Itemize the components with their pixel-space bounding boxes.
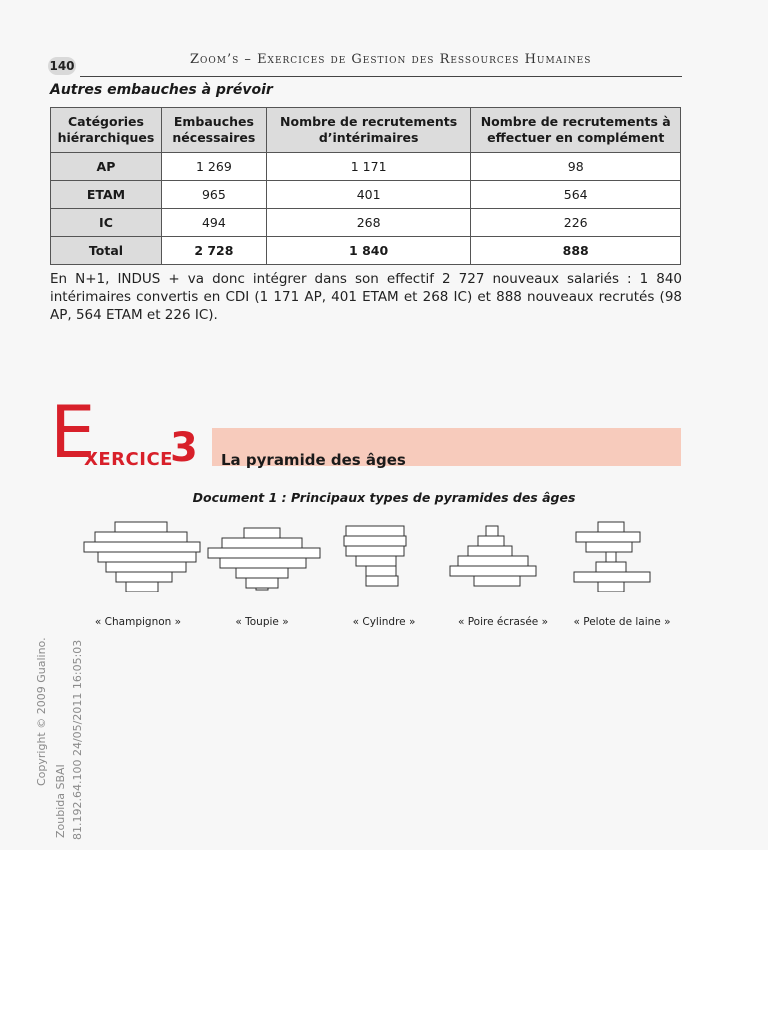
pyramid-label: « Toupie » <box>235 616 289 628</box>
pyramid-label: « Cylindre » <box>352 616 416 628</box>
pyramid-bar <box>598 582 624 592</box>
pyramid-bar <box>366 566 396 576</box>
pyramid-cylindre <box>344 526 406 586</box>
running-title: Zoom’s – Exercices de Gestion des Ressources Humaines <box>190 52 592 67</box>
table-column-header: Nombre de recrutements à effectuer en complément <box>471 108 681 153</box>
table-cell: 268 <box>266 209 471 237</box>
table-row <box>51 181 681 209</box>
pyramid-bar <box>346 526 404 536</box>
pyramid-bar <box>116 572 172 582</box>
pyramid-bar <box>106 562 186 572</box>
table-cell: 1 840 <box>266 237 471 265</box>
document-caption <box>0 490 768 505</box>
recruitment-table <box>50 107 681 265</box>
table-row-label: ETAM <box>51 181 162 209</box>
copyright-notice: Copyright © 2009 Gualino. <box>35 637 48 786</box>
document-caption-text: Document 1 : Principaux types de pyramides des âges <box>192 490 576 505</box>
pyramid-bar <box>450 566 536 576</box>
table-column-header: Nombre de recrutements d’intérimaires <box>266 108 471 153</box>
pyramid-bar <box>596 562 626 572</box>
table-cell: 888 <box>471 237 681 265</box>
table-header-row <box>51 108 681 153</box>
pyramid-bar <box>346 546 404 556</box>
pyramid-pelote-de-laine <box>574 522 650 592</box>
table-cell: 401 <box>266 181 471 209</box>
exercise-number: 3 <box>170 425 198 471</box>
table-cell: 2 728 <box>161 237 266 265</box>
copyright-ip-timestamp: 81.192.64.100 24/05/2011 16:05:03 <box>71 639 84 840</box>
table-cell: 494 <box>161 209 266 237</box>
pyramid-bar <box>236 568 288 578</box>
pyramid-bar <box>586 542 632 552</box>
table-cell: 1 269 <box>161 153 266 181</box>
pyramid-label: « Poire écrasée » <box>457 616 549 628</box>
table-total-row <box>51 237 681 265</box>
pyramid-bar <box>356 556 396 566</box>
pyramid-bar <box>486 526 498 536</box>
table-cell: 98 <box>471 153 681 181</box>
pyramid-bar <box>98 552 196 562</box>
pyramid-champignon <box>84 522 200 592</box>
exercise-initial: E <box>50 390 96 474</box>
pyramid-bar <box>95 532 187 542</box>
pyramid-bar <box>344 536 406 546</box>
table-column-header: Catégories hiérarchiques <box>51 108 162 153</box>
table-cell: 1 171 <box>266 153 471 181</box>
copyright-user: Zoubida SBAI <box>54 764 67 838</box>
pyramid-bar <box>458 556 528 566</box>
table-row-label: AP <box>51 153 162 181</box>
body-paragraph: En N+1, INDUS + va donc intégrer dans son effectif 2 727 nouveaux salariés : 1 840 intérimaires convertis en CDI (1 171 AP, 401 ETAM et 268 IC) et 888 nouveaux recrutés (98 AP, 564 ETAM et 226 IC). <box>50 271 682 323</box>
exercise-word: XERCICE <box>84 449 173 470</box>
pyramid-bar <box>474 576 520 586</box>
pyramid-bar <box>598 522 624 532</box>
pyramid-bar <box>246 578 278 588</box>
table-row <box>51 153 681 181</box>
pyramid-poire-ecrasee <box>450 526 536 586</box>
pyramid-bar <box>574 572 650 582</box>
table-row-label: IC <box>51 209 162 237</box>
table-cell: 965 <box>161 181 266 209</box>
table-row-label: Total <box>51 237 162 265</box>
page-number: 140 <box>49 59 75 73</box>
pyramid-label: « Champignon » <box>94 616 182 628</box>
pyramid-bar <box>256 588 268 590</box>
pyramid-bar <box>478 536 504 546</box>
pyramid-bar <box>468 546 512 556</box>
pyramid-bar <box>222 538 302 548</box>
table-column-header: Embauches nécessaires <box>161 108 266 153</box>
pyramid-bar <box>220 558 306 568</box>
header-rule <box>80 76 682 77</box>
pyramid-bar <box>208 548 320 558</box>
pyramid-label: « Pelote de laine » <box>573 616 671 628</box>
section-heading: Autres embauches à prévoir <box>50 82 273 98</box>
pyramid-bar <box>115 522 167 532</box>
pyramid-bar <box>126 582 158 592</box>
table-row <box>51 209 681 237</box>
table-cell: 564 <box>471 181 681 209</box>
pyramid-bar <box>366 576 398 586</box>
pyramid-bar <box>606 552 616 562</box>
exercise-title: La pyramide des âges <box>221 451 406 469</box>
pyramid-toupie <box>208 528 320 590</box>
pyramid-bar <box>244 528 280 538</box>
pyramid-bar <box>84 542 200 552</box>
pyramid-bar <box>576 532 640 542</box>
age-pyramid-diagrams <box>0 512 768 592</box>
table-cell: 226 <box>471 209 681 237</box>
